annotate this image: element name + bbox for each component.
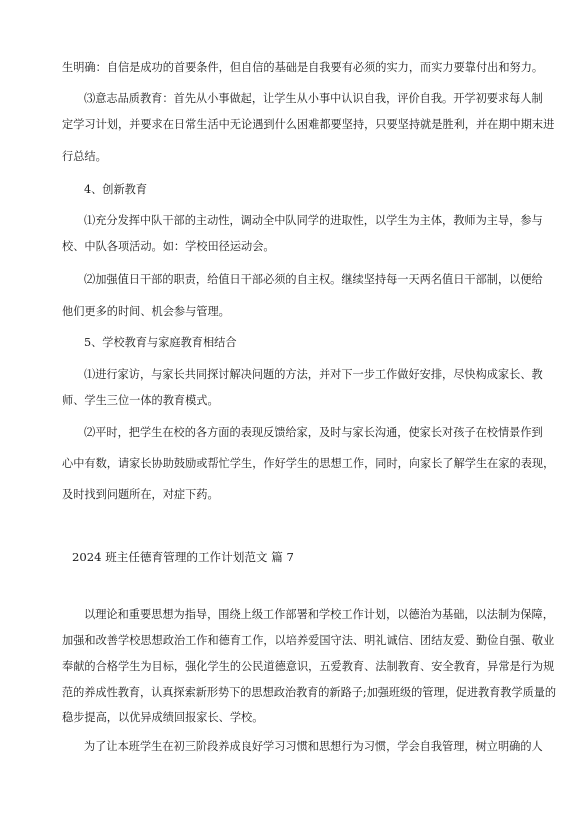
text-line: 生明确：自信是成功的首要条件，但自信的基础是自我要有必须的实力，而实力要靠付出和努力。 <box>62 61 544 74</box>
text-line: 以理论和重要思想为指导，围绕上级工作部署和学校工作计划，以德治为基础，以法制为保障， <box>84 608 554 621</box>
section-heading: 5、学校教育与家庭教育相结合 <box>84 336 237 349</box>
text-line: ⑴充分发挥中队干部的主动性，调动全中队同学的进取性，以学生为主体，教师为主导，参与 <box>84 214 543 227</box>
text-line: 他们更多的时间、机会参与管理。 <box>62 305 230 318</box>
text-line: 心中有数，请家长协助鼓励或帮忙学生，作好学生的思想工作，同时，向家长了解学生在家的表现， <box>62 457 555 470</box>
text-line: 为了让本班学生在初三阶段养成良好学习习惯和思想行为习惯，学会自我管理，树立明确的人 <box>84 740 543 753</box>
section-heading: 4、创新教育 <box>84 183 148 196</box>
text-line: 及时找到问题所在，对症下药。 <box>62 488 219 501</box>
text-line: 范的养成性教育，认真探索新形势下的思想政治教育的新路子;加强班级的管理，促进教育教学质量的 <box>62 686 557 699</box>
article-title: 2024 班主任德育管理的工作计划范文 篇 7 <box>72 550 294 564</box>
text-line: 师、学生三位一体的教育模式。 <box>62 394 219 407</box>
text-line: 定学习计划，并要求在日常生活中无论遇到什么困难都要坚持，只要坚持就是胜利，并在期中期末进 <box>62 118 555 131</box>
text-line: ⑴进行家访，与家长共同探讨解决问题的方法，并对下一步工作做好安排，尽快构成家长、教 <box>84 368 543 381</box>
text-line: ⑵加强值日干部的职责，给值日干部必须的自主权。继续坚持每一天两名值日干部制，以便给 <box>84 273 543 286</box>
text-line: 稳步提高，以优异成绩回报家长、学校。 <box>62 711 264 724</box>
text-line: 校、中队各项活动。如：学校田径运动会。 <box>62 240 275 253</box>
text-line: 奉献的合格学生为目标，强化学生的公民道德意识，五爱教育、法制教育、安全教育，异常是行为规 <box>62 660 555 673</box>
text-line: 行总结。 <box>62 150 107 163</box>
text-line: 加强和改善学校思想政治工作和德育工作，以培养爱国守法、明礼诚信、团结友爱、勤俭自强、敬业 <box>62 634 555 647</box>
text-line: ⑵平时，把学生在校的各方面的表现反馈给家，及时与家长沟通，使家长对孩子在校情景作到 <box>84 426 543 439</box>
text-line: ⑶意志品质教育：首先从小事做起，让学生从小事中认识自我，评价自我。开学初要求每人制 <box>84 92 543 105</box>
